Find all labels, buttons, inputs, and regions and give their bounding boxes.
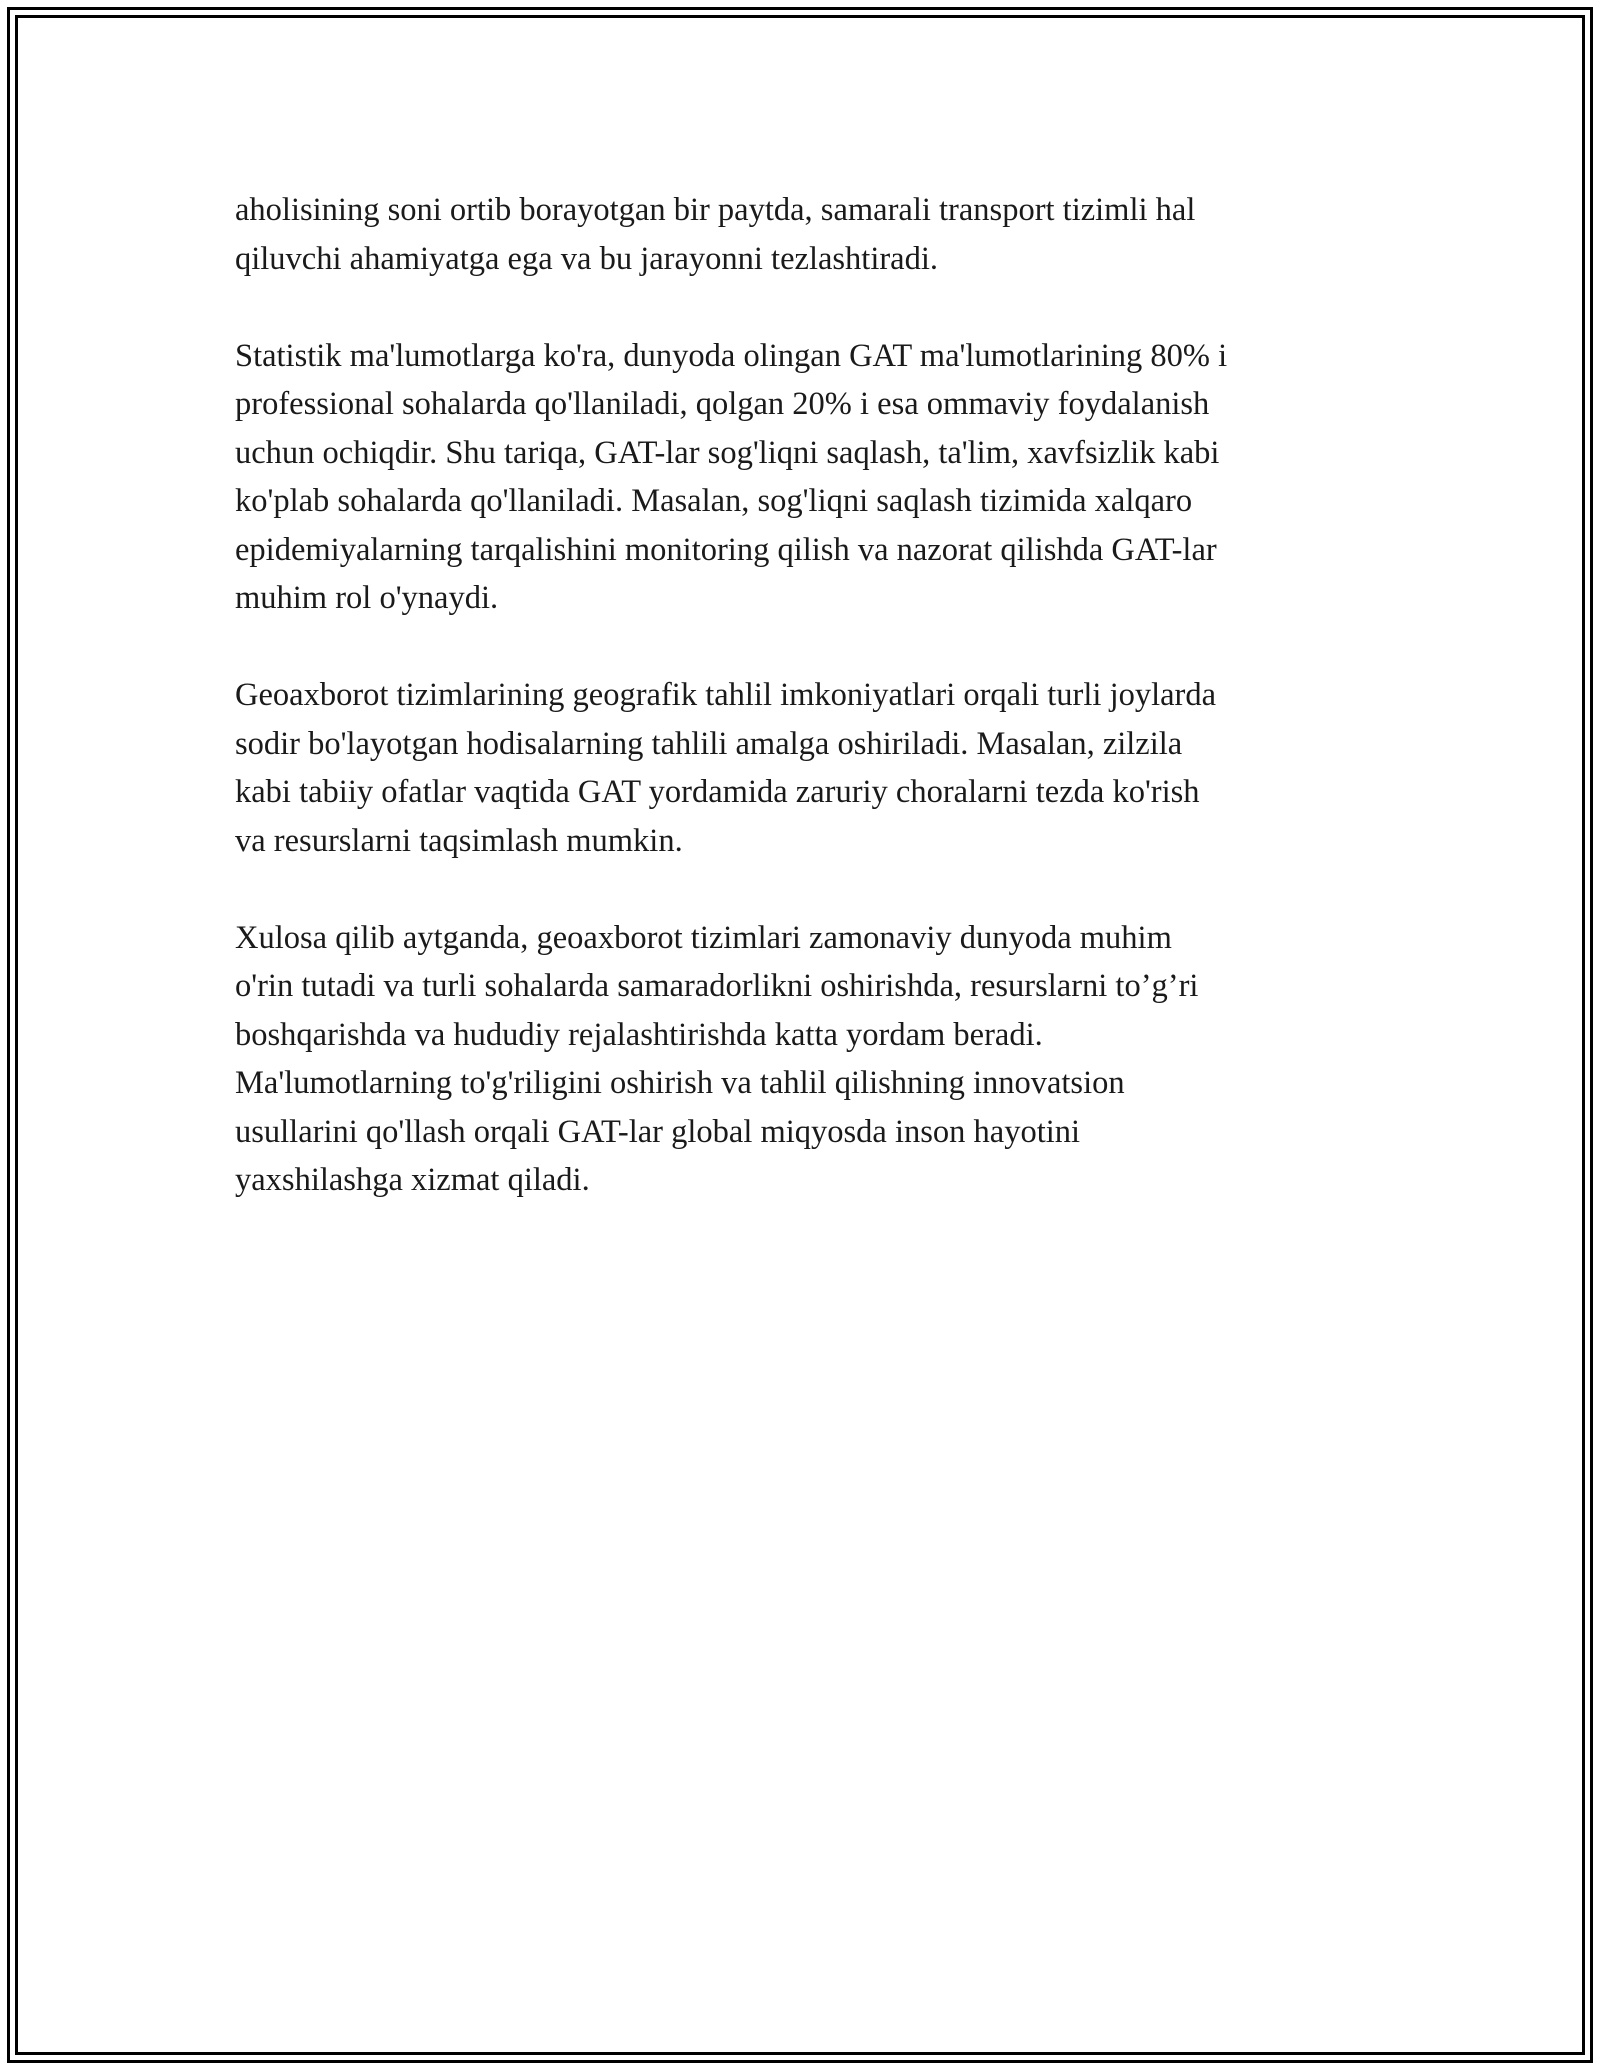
text-line: muhim rol o'ynaydi. <box>235 580 499 616</box>
paragraph-conclusion <box>235 914 1365 1205</box>
text-line: Xulosa qilib aytganda, geoaxborot tizimlari zamonaviy dunyoda muhim <box>235 919 1172 956</box>
paragraph-statistics <box>235 332 1365 623</box>
text-line: Geoaxborot tizimlarining geografik tahlil imkoniyatlari orqali turli joylarda <box>235 677 1217 713</box>
text-line: uchun ochiqdir. Shu tariqa, GAT-lar sog'liqni saqlash, ta'lim, xavfsizlik kabi <box>235 434 1220 471</box>
paragraph-transport <box>235 186 1365 283</box>
text-line: epidemiyalarning tarqalishini monitoring qilish va nazorat qilishda GAT-lar <box>235 531 1217 568</box>
text-line: usullarini qo'llash orqali GAT-lar global miqyosda inson hayotini <box>235 1113 1081 1150</box>
text-line: qiluvchi ahamiyatga ega va bu jarayonni tezlashtiradi. <box>235 240 939 277</box>
text-line: va resurslarni taqsimlash mumkin. <box>235 822 683 859</box>
text-line: sodir bo'layotgan hodisalarning tahlili amalga oshiriladi. Masalan, zilzila <box>235 725 1183 762</box>
text-line: professional sohalarda qo'llaniladi, qolgan 20% i esa ommaviy foydalanish <box>235 386 1210 422</box>
text-line: kabi tabiiy ofatlar vaqtida GAT yordamida zaruriy choralarni tezda ko'rish <box>235 774 1200 810</box>
text-line: yaxshilashga xizmat qiladi. <box>235 1162 590 1198</box>
text-line: Statistik ma'lumotlarga ko'ra, dunyoda olingan GAT ma'lumotlarining 80% i <box>235 337 1228 374</box>
text-line: o'rin tutadi va turli sohalarda samaradorlikni oshirishda, resurslarni to’g’ri <box>235 968 1199 1004</box>
text-line: Ma'lumotlarning to'g'riligini oshirish va tahlil qilishning innovatsion <box>235 1065 1125 1101</box>
text-line: aholisining soni ortib borayotgan bir paytda, samarali transport tizimli hal <box>235 192 1196 228</box>
text-line: boshqarishda va hududiy rejalashtirishda katta yordam beradi. <box>235 1016 1043 1053</box>
document-body <box>235 186 1365 1253</box>
text-line: ko'plab sohalarda qo'llaniladi. Masalan, sog'liqni saqlash tizimida xalqaro <box>235 483 1193 519</box>
paragraph-geographic-analysis <box>235 671 1365 865</box>
